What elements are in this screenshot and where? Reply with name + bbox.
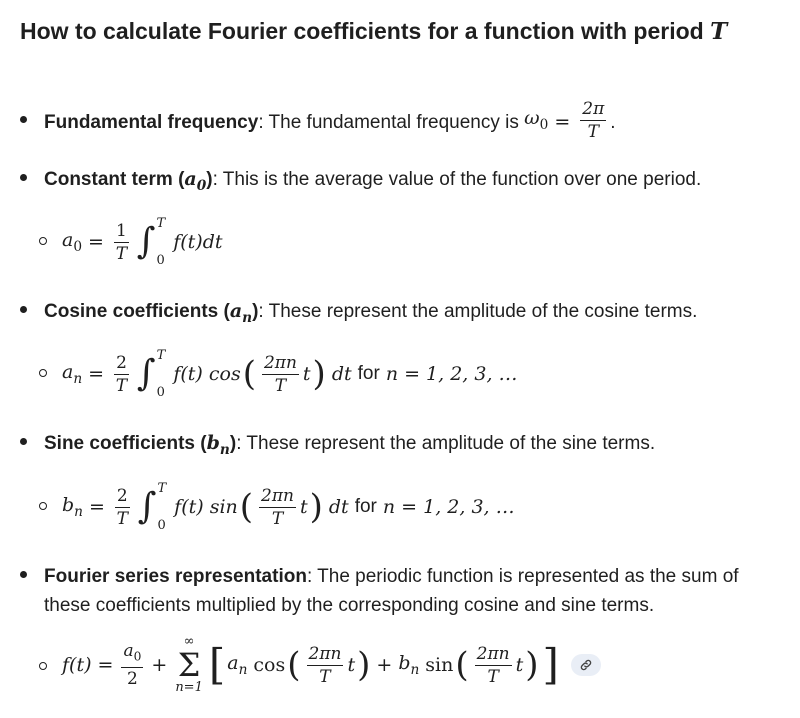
sine-text: Sine coefficients $(b_n)$: These represent the amplitude of the sine terms. — [44, 432, 656, 458]
sub-bullet-circle — [39, 502, 47, 510]
cosine-text: Cosine coefficients $(a_n)$: These represent the amplitude of the cosine terms. — [44, 300, 698, 326]
bullet-fundamental — [20, 108, 44, 136]
formula-a0: $a_0$ = $\frac{1}{T}$ ∫ T 0 f(t)dt — [62, 216, 223, 268]
sub-bullet-circle — [39, 237, 47, 245]
bullet-dot — [20, 306, 27, 313]
bullet-series — [20, 563, 44, 591]
omega-fraction: $\frac{2\pi}{T}$ — [582, 98, 605, 142]
series-text: Fourier series representation: The periodic function is represented as the sum of these coefficients multiplied by the corresponding cosine and sine terms. — [44, 566, 739, 616]
bullet-sine — [20, 430, 44, 458]
bullet-dot — [20, 174, 27, 181]
bullet-dot — [20, 116, 27, 123]
page-title: How to calculate Fourier coefficients for a function with period T — [20, 18, 728, 45]
bullet-constant — [20, 166, 44, 194]
fundamental-text: Fundamental frequency : The fundamental frequency is $\omega_0$ = $\frac{2\pi}{T}$ . — [44, 98, 616, 142]
sub-bullet-circle — [39, 662, 47, 670]
bullet-dot — [20, 438, 27, 445]
link-icon[interactable] — [571, 654, 601, 676]
sub-bullet-circle — [39, 369, 47, 377]
formula-an: $a_n$ = $\frac{2}{T}$ ∫ T 0 f(t) cos ( $\frac{2\pi n}{T}$ t ) dt for n = 1, 2, 3, … — [62, 348, 518, 400]
bullet-cosine — [20, 298, 44, 326]
constant-text: Constant term $(a_0)$: This is the average value of the function over one period. — [44, 168, 702, 194]
formula-bn: $b_n$ = $\frac{2}{T}$ ∫ T 0 f(t) sin ( $\frac{2\pi n}{T}$ t ) dt for n = 1, 2, 3, … — [62, 481, 515, 533]
bullet-dot — [20, 571, 27, 578]
formula-fourier-series: f(t) = $\frac{a_0}{2}$ + ∞ Σ n=1 [ $a_n$ cos ( $\frac{2\pi n}{T}$ t ) + $b_n$ sin ( $\frac{2\pi n}{T}$ t ) ] — [62, 630, 601, 700]
